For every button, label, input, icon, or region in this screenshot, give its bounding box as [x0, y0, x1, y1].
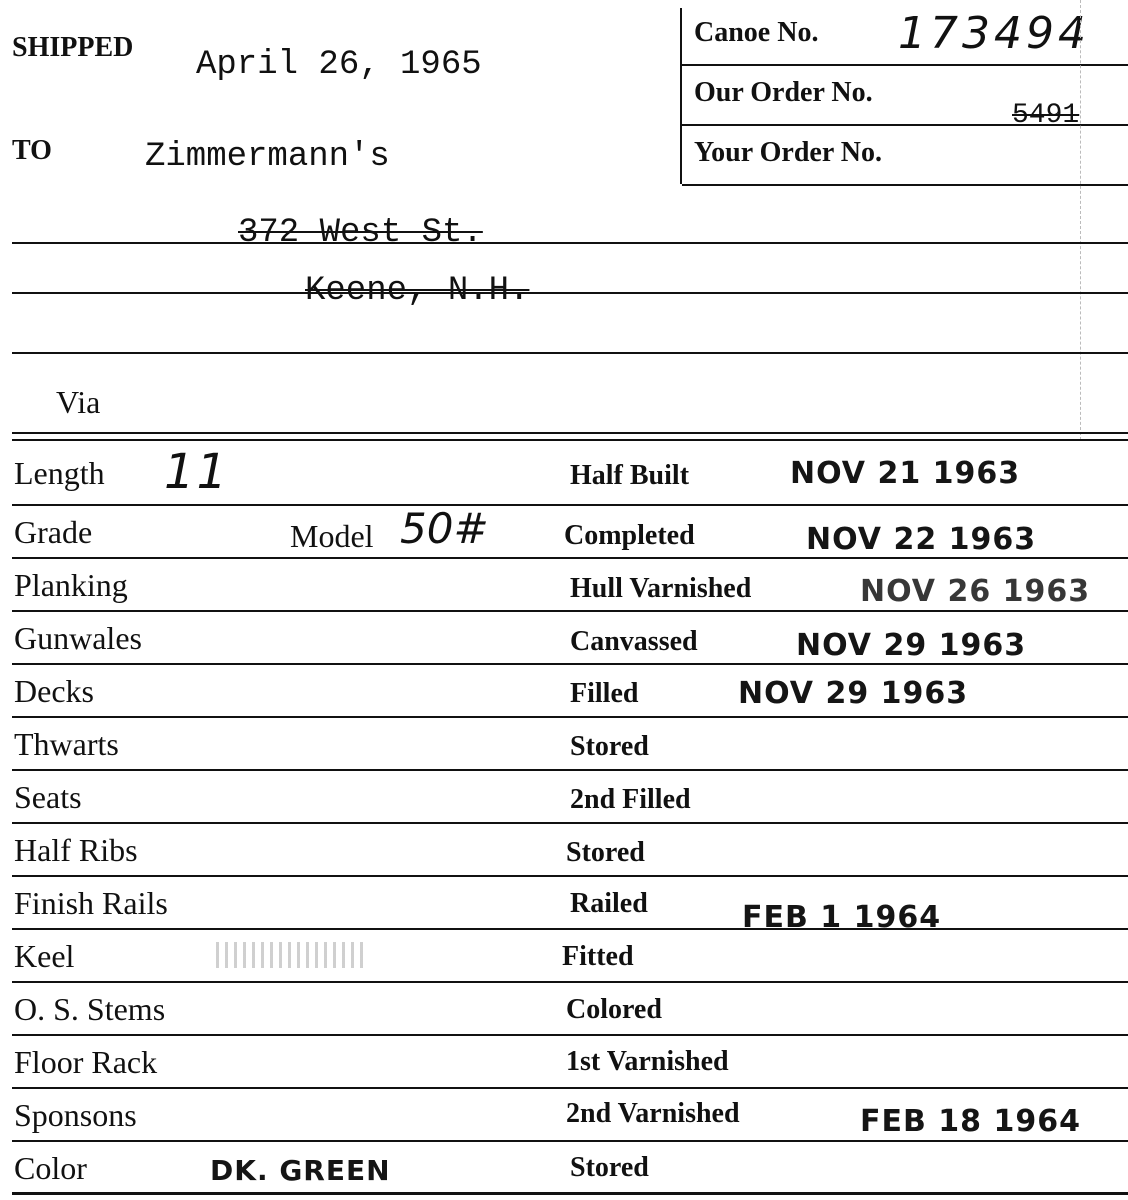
row-rule: [12, 1087, 1128, 1089]
half-built-stamp: NOV 21 1963: [790, 456, 1021, 491]
your-order-label: Your Order No.: [694, 137, 882, 168]
half-built-label: Half Built: [570, 460, 690, 491]
stored-label: Stored: [570, 731, 649, 762]
address-rule-2: [12, 292, 1128, 294]
row-rule: [12, 1140, 1128, 1142]
second-varnished-stamp: FEB 18 1964: [860, 1104, 1081, 1139]
shipped-date: April 26, 1965: [196, 46, 482, 84]
decks-label: Decks: [14, 673, 94, 709]
address-rule-3: [12, 352, 1128, 354]
fitted-label: Fitted: [562, 941, 634, 972]
our-order-rule: [682, 124, 1128, 126]
canvassed-stamp: NOV 29 1963: [796, 628, 1027, 663]
filled-stamp: NOV 29 1963: [738, 676, 969, 711]
length-value: 11: [164, 444, 230, 500]
seats-label: Seats: [14, 779, 82, 815]
sponsons-label: Sponsons: [14, 1097, 137, 1133]
your-order-rule: [682, 184, 1128, 186]
canvassed-label: Canvassed: [570, 626, 698, 657]
shipped-label: SHIPPED: [12, 32, 134, 63]
keel-faded-stamp: [216, 942, 366, 968]
via-label: Via: [56, 384, 101, 420]
second-filled-label: 2nd Filled: [570, 784, 691, 815]
filled-label: Filled: [570, 678, 639, 709]
to-label: TO: [12, 135, 52, 166]
railed-label: Railed: [570, 888, 648, 919]
row-rule-bottom: [12, 1192, 1128, 1195]
length-label: Length: [14, 455, 105, 491]
hull-varnished-stamp: NOV 26 1963: [860, 574, 1091, 609]
thwarts-label: Thwarts: [14, 726, 119, 762]
via-rule-top: [12, 432, 1128, 434]
second-varnished-label: 2nd Varnished: [566, 1098, 740, 1129]
stored-label-2: Stored: [566, 837, 645, 868]
model-label: Model: [290, 518, 374, 554]
railed-stamp: FEB 1 1964: [742, 900, 942, 935]
planking-label: Planking: [14, 567, 128, 603]
grade-label: Grade: [14, 514, 93, 550]
stored-label-3: Stored: [570, 1152, 649, 1183]
completed-stamp: NOV 22 1963: [806, 522, 1037, 557]
model-value: 50#: [400, 504, 489, 553]
address-rule-1: [12, 242, 1128, 244]
order-box-divider: [680, 8, 682, 184]
row-rule: [12, 1034, 1128, 1036]
our-order-number: 5491: [1012, 100, 1080, 131]
half-ribs-label: Half Ribs: [14, 832, 138, 868]
canoe-no-label: Canoe No.: [694, 17, 819, 48]
address-line-2: Keene, N.H.: [305, 272, 530, 310]
color-value: DK. GREEN: [210, 1154, 391, 1187]
os-stems-label: O. S. Stems: [14, 991, 166, 1027]
row-rule: [12, 928, 1128, 930]
row-rule: [12, 557, 1128, 559]
row-rule: [12, 875, 1128, 877]
address-line-1: 372 West St.: [238, 214, 483, 252]
row-rule: [12, 822, 1128, 824]
card-edge-mark: [1080, 0, 1081, 440]
row-rule: [12, 610, 1128, 612]
canoe-number: 173494: [898, 8, 1090, 59]
our-order-label: Our Order No.: [694, 77, 873, 108]
floor-rack-label: Floor Rack: [14, 1044, 158, 1080]
colored-label: Colored: [566, 994, 662, 1025]
canoe-no-rule: [682, 64, 1128, 66]
row-rule: [12, 504, 1128, 506]
first-varnished-label: 1st Varnished: [566, 1046, 729, 1077]
color-label: Color: [14, 1150, 87, 1186]
gunwales-label: Gunwales: [14, 620, 142, 656]
row-rule: [12, 716, 1128, 718]
recipient-name: Zimmermann's: [145, 138, 390, 176]
row-rule: [12, 663, 1128, 665]
completed-label: Completed: [564, 520, 695, 551]
hull-varnished-label: Hull Varnished: [570, 573, 752, 604]
row-rule: [12, 769, 1128, 771]
via-rule-bottom: [12, 439, 1128, 441]
row-rule: [12, 981, 1128, 983]
keel-label: Keel: [14, 938, 75, 974]
finish-rails-label: Finish Rails: [14, 885, 168, 921]
